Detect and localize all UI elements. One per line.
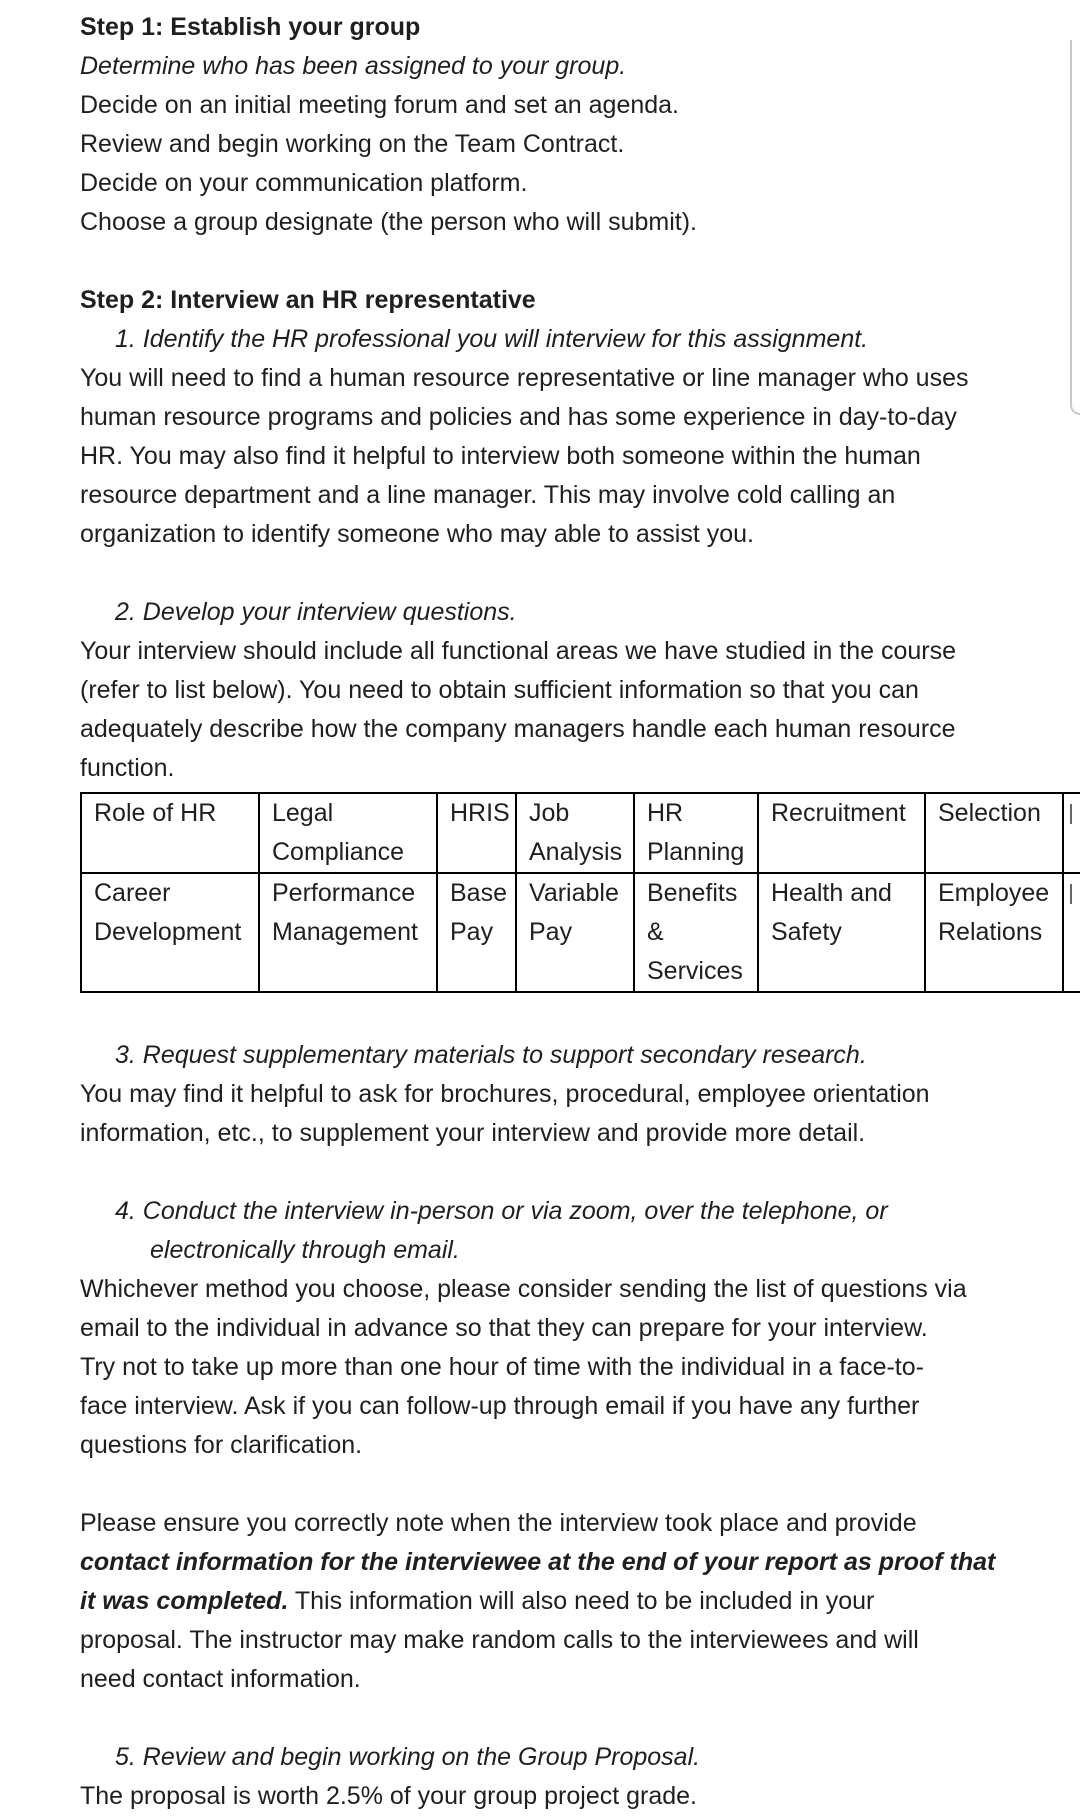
step1-line: Decide on your communication platform. bbox=[80, 169, 528, 197]
item2-line: (refer to list below). You need to obtain sufficient information so that you can bbox=[80, 676, 919, 704]
table-cell: HRIS bbox=[437, 793, 516, 873]
document-content bbox=[80, 8, 1080, 1816]
table-cell: Variable Pay bbox=[516, 873, 634, 992]
item1-title: 1. Identify the HR professional you will interview for this assignment. bbox=[115, 325, 869, 353]
step1-line: Review and begin working on the Team Contract. bbox=[80, 130, 625, 158]
table-cell: Health and Safety bbox=[758, 873, 925, 992]
note-fragment: This information will also need to be included in your bbox=[288, 1587, 875, 1615]
step2-heading: Step 2: Interview an HR representative bbox=[80, 286, 536, 314]
item4-line: face interview. Ask if you can follow-up through email if you have any further bbox=[80, 1392, 920, 1420]
item4-line: Whichever method you choose, please consider sending the list of questions via bbox=[80, 1275, 967, 1303]
table-cell: Job Analysis bbox=[516, 793, 634, 873]
table-cell: Base Pay bbox=[437, 873, 516, 992]
note-bold-fragment: it was completed. bbox=[80, 1587, 289, 1615]
cutoff-glyph bbox=[1070, 884, 1072, 904]
table-row bbox=[81, 793, 1080, 873]
item1-line: human resource programs and policies and has some experience in day-to-day bbox=[80, 403, 957, 431]
table-cell: HR Planning bbox=[634, 793, 758, 873]
item2-line: Your interview should include all functional areas we have studied in the course bbox=[80, 637, 957, 665]
item3-line: information, etc., to supplement your interview and provide more detail. bbox=[80, 1119, 866, 1147]
table-cell-cutoff bbox=[1063, 873, 1080, 992]
step1-line: Decide on an initial meeting forum and set an agenda. bbox=[80, 91, 679, 119]
item2-line: adequately describe how the company managers handle each human resource bbox=[80, 715, 956, 743]
table-cell-cutoff bbox=[1063, 793, 1080, 873]
hr-functions-table bbox=[80, 792, 1080, 993]
item4-title-continued: electronically through email. bbox=[150, 1236, 460, 1264]
table-cell: Career Development bbox=[81, 873, 259, 992]
item4-line: Try not to take up more than one hour of time with the individual in a face-to- bbox=[80, 1353, 924, 1381]
item1-line: HR. You may also find it helpful to interview both someone within the human bbox=[80, 442, 921, 470]
item3-title: 3. Request supplementary materials to support secondary research. bbox=[115, 1041, 867, 1069]
step1-heading: Step 1: Establish your group bbox=[80, 13, 421, 41]
item4-line: email to the individual in advance so that they can prepare for your interview. bbox=[80, 1314, 928, 1342]
table-cell: Recruitment bbox=[758, 793, 925, 873]
item1-line: resource department and a line manager. This may involve cold calling an bbox=[80, 481, 896, 509]
item1-line: You will need to find a human resource representative or line manager who uses bbox=[80, 364, 969, 392]
item5-line: The proposal is worth 2.5% of your group project grade. bbox=[80, 1782, 698, 1810]
note-line: Please ensure you correctly note when the interview took place and provide bbox=[80, 1509, 917, 1537]
item2-title: 2. Develop your interview questions. bbox=[115, 598, 517, 626]
note-line: need contact information. bbox=[80, 1665, 361, 1693]
table-cell: Performance Management bbox=[259, 873, 437, 992]
step1-line: Choose a group designate (the person who will submit). bbox=[80, 208, 698, 236]
table-cell: Role of HR bbox=[81, 793, 259, 873]
item4-line: questions for clarification. bbox=[80, 1431, 363, 1459]
table-cell: Benefits & Services bbox=[634, 873, 758, 992]
item1-line: organization to identify someone who may able to assist you. bbox=[80, 520, 754, 548]
step1-line: Determine who has been assigned to your group. bbox=[80, 52, 627, 80]
note-line-mixed bbox=[80, 1582, 1080, 1621]
note-line: proposal. The instructor may make random calls to the interviewees and will bbox=[80, 1626, 919, 1654]
item2-line: function. bbox=[80, 754, 175, 782]
table-cell: Legal Compliance bbox=[259, 793, 437, 873]
note-bold-line: contact information for the interviewee at the end of your report as proof that bbox=[80, 1548, 996, 1576]
table-row bbox=[81, 873, 1080, 992]
item5-title: 5. Review and begin working on the Group Proposal. bbox=[115, 1743, 701, 1771]
cutoff-glyph bbox=[1070, 804, 1072, 824]
table-cell: Selection bbox=[925, 793, 1063, 873]
table-cell: Employee Relations bbox=[925, 873, 1063, 992]
item4-title: 4. Conduct the interview in-person or via zoom, over the telephone, or bbox=[115, 1197, 888, 1225]
item3-line: You may find it helpful to ask for brochures, procedural, employee orientation bbox=[80, 1080, 930, 1108]
